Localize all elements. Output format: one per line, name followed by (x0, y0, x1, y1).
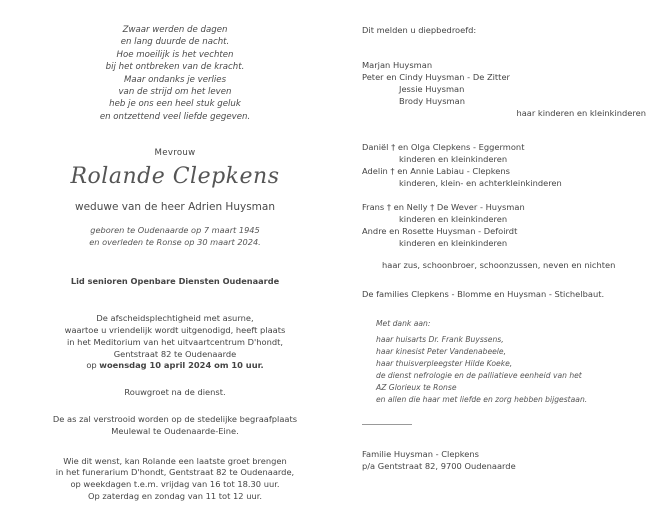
ceremony-line: waartoe u vriendelijk wordt uitgenodigd, heeft plaats (64, 325, 286, 336)
ceremony-line: in het Meditorium van het uitvaartcentrum D'hondt, (66, 336, 283, 347)
widow-line: weduwe van de heer Adrien Huysman (75, 201, 275, 214)
relation-label: haar zus, schoonbroer, schoonzussen, neven en nichten (382, 260, 616, 270)
ceremony-line: Gentstraat 82 te Oudenaarde (113, 348, 237, 359)
date-line: geboren te Oudenaarde op 7 maart 1945 (90, 225, 260, 236)
family-member: Andre en Rosette Huysman - Defoirdt (362, 226, 518, 236)
family-group-siblings (362, 141, 646, 189)
family-member-sub: kinderen en kleinkinderen (399, 214, 508, 224)
visit-line: in het funerarium D'hondt, Gentstraat 82 te Oudenaarde, (55, 467, 295, 478)
birth-death-dates (14, 225, 336, 248)
poem-line: Maar ondanks je verlies (123, 74, 227, 85)
contact-address (362, 448, 646, 472)
thanks-line: haar kinesist Peter Vandenabeele, (376, 347, 506, 356)
poem (14, 24, 336, 123)
family-member: Frans † en Nelly † De Wever - Huysman (362, 202, 525, 212)
family-member: Adelin † en Annie Labiau - Clepkens (362, 166, 510, 176)
ashes-info (14, 414, 336, 438)
divider (362, 424, 412, 425)
ceremony-date-line (14, 360, 336, 372)
ceremony-date: woensdag 10 april 2024 om 10 uur. (99, 360, 264, 371)
family-member: Marjan Huysman (362, 60, 433, 70)
thanks-line: haar thuisverpleegster Hilde Koeke, (376, 359, 513, 368)
poem-line: Hoe moeilijk is het vechten (116, 49, 234, 60)
date-line: en overleden te Ronse op 30 maart 2024. (89, 236, 261, 247)
poem-line: Zwaar werden de dagen (122, 25, 228, 35)
membership: Lid senioren Openbare Diensten Oudenaarde (70, 276, 280, 287)
thanks-line: de dienst nefrologie en de palliatieve eenheid van het (376, 371, 582, 380)
ashes-line: De as zal verstrooid worden op de stedelijke begraafplaats (52, 414, 298, 425)
ceremony-prefix: op (86, 360, 100, 371)
thanks-heading: Met dank aan: (376, 319, 431, 328)
mourning-note: Rouwgroet na de dienst. (124, 387, 226, 398)
deceased-name: Rolande Clepkens (70, 164, 280, 190)
announcement-intro: Dit melden u diepbedroefd: (362, 25, 477, 35)
family-member: Brody Huysman (399, 96, 465, 106)
left-column (14, 18, 336, 503)
ashes-line: Meulewal te Oudenaarde-Eine. (111, 425, 239, 436)
poem-line: bij het ontbreken van de kracht. (105, 62, 245, 73)
family-group-children (362, 59, 646, 119)
thanks-line: AZ Glorieux te Ronse (376, 383, 457, 392)
poem-line: en lang duurde de nacht. (120, 37, 230, 48)
ceremony-info (14, 313, 336, 372)
thanks-line: en allen die haar met liefde en zorg hebben bijgestaan. (376, 395, 588, 404)
visit-line: op weekdagen t.e.m. vrijdag van 16 tot 18.30 uur. (70, 479, 280, 490)
poem-line: van de strijd om het leven (118, 87, 232, 98)
thanks-section (362, 318, 646, 406)
salutation: Mevrouw (154, 148, 196, 159)
visit-line: Wie dit wenst, kan Rolande een laatste groet brengen (63, 455, 287, 466)
family-group-inlaws (362, 201, 646, 249)
family-member-sub: kinderen en kleinkinderen (399, 154, 508, 164)
right-column (362, 18, 646, 472)
address-line: p/a Gentstraat 82, 9700 Oudenaarde (362, 461, 516, 471)
address-line: Familie Huysman - Clepkens (362, 449, 479, 459)
relation-label: haar kinderen en kleinkinderen (516, 108, 646, 118)
poem-line: heb je ons een heel stuk geluk (109, 99, 241, 110)
families-line: De families Clepkens - Blomme en Huysman - Stichelbaut. (362, 289, 605, 299)
family-member-sub: kinderen en kleinkinderen (399, 238, 508, 248)
family-member: Daniël † en Olga Clepkens - Eggermont (362, 142, 525, 152)
visit-line: Op zaterdag en zondag van 11 tot 12 uur. (88, 491, 262, 502)
thanks-line: haar huisarts Dr. Frank Buyssens, (376, 335, 504, 344)
poem-line: en ontzettend veel liefde gegeven. (99, 111, 251, 122)
family-member: Jessie Huysman (399, 84, 465, 94)
family-member-sub: kinderen, klein- en achterkleinkinderen (399, 178, 562, 188)
visit-info (14, 456, 336, 503)
family-member: Peter en Cindy Huysman - De Zitter (362, 72, 510, 82)
ceremony-line: De afscheidsplechtigheid met asurne, (96, 313, 254, 324)
